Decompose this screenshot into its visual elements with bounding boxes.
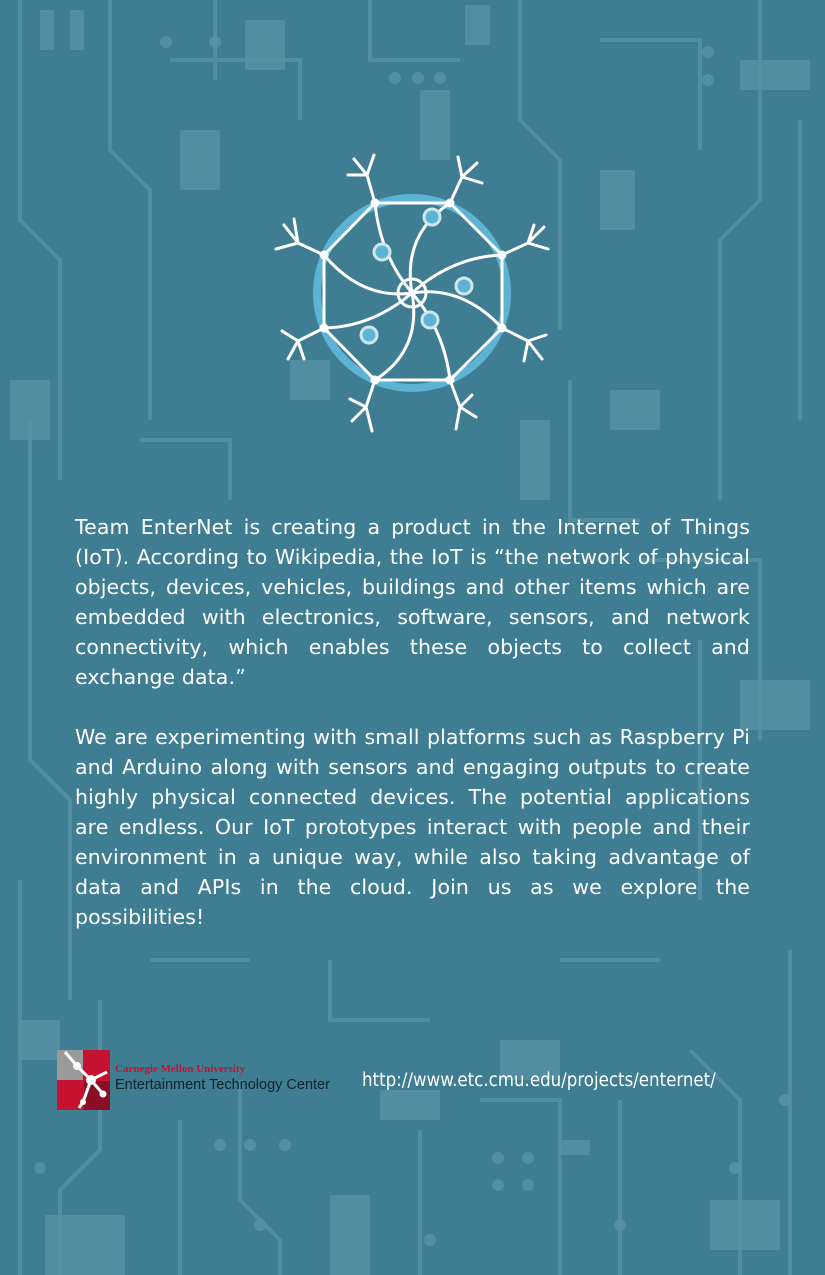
project-url-link[interactable]: http://www.etc.cmu.edu/projects/enternet/ — [362, 1070, 716, 1091]
department-name: Entertainment Technology Center — [115, 1077, 330, 1093]
university-name: Carnegie Mellon University — [115, 1063, 246, 1075]
etc-logo-mark-icon — [57, 1050, 110, 1110]
enternet-logo — [262, 145, 562, 445]
intro-text — [75, 512, 750, 962]
intro-paragraph-2: We are experimenting with small platforms such as Raspberry Pi and Arduino along with sensors and engaging outputs to create highly physical connected devices. The potential applications are endless. Our IoT prototypes interact with people and their environment in a unique way, while also taking advantage of data and APIs in the cloud. Join us as we explore the possibilities! — [75, 725, 750, 929]
intro-paragraph-1: Team EnterNet is creating a product in the Internet of Things (IoT). According to Wikipedia, the IoT is “the network of physical objects, devices, vehicles, buildings and other items which are embedded with electronics, software, sensors, and network connectivity, which enables these objects to collect and exchange data.” — [75, 515, 750, 689]
cmu-etc-logo — [57, 1050, 337, 1110]
enternet-network-icon — [262, 145, 562, 445]
